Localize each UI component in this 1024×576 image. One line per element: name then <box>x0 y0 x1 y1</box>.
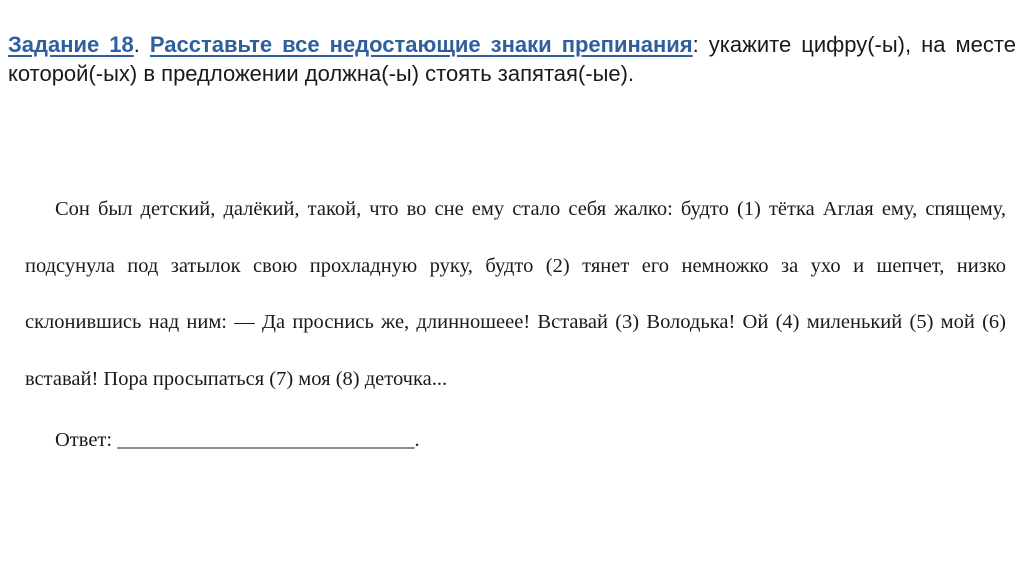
task-header <box>8 30 1016 88</box>
answer-line <box>55 424 420 456</box>
passage-text: Сон был детский, далёкий, такой, что во сне ему стало себя жалко: будто (1) тётка Аглая ему, спящему, подсунула под затылок свою прохладную руку, будто (2) тянет его немножко за ухо и шепчет, низко склонившись над ним: — Да проснись же, длинношеее! Вставай (3) Володька! Ой (4) миленький (5) мой (6) вставай! Пора просыпаться (7) моя (8) деточка... <box>25 198 1006 390</box>
task-number-link[interactable]: Задание 18 <box>8 32 134 57</box>
task-number-dot: . <box>133 32 140 57</box>
answer-end: . <box>414 429 420 451</box>
answer-blank[interactable]: _____________________________ <box>117 429 415 451</box>
task-instruction-link[interactable]: Расставьте все недостающие знаки препинания <box>149 32 693 57</box>
task-instruction-tail: : укажите цифру(-ы), на месте которой(-ых) в предложении должна(-ы) стоять запятая(-ые). <box>8 32 1016 86</box>
answer-label: Ответ: <box>55 429 118 451</box>
